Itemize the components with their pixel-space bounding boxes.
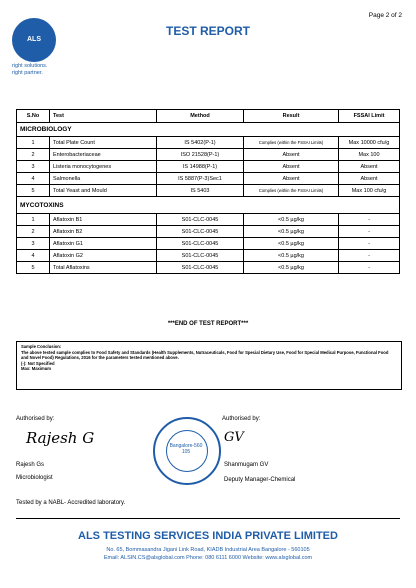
cell-test: Aflatoxin B1 (50, 214, 157, 226)
cell-limit: - (339, 214, 400, 226)
cell-test: Total Yeast and Mould (50, 185, 157, 197)
table-row (17, 161, 400, 173)
cell-result: <0.5 µg/kg (244, 238, 339, 250)
table-header-row (17, 110, 400, 123)
cell-test: Listeria monocytogenes (50, 161, 157, 173)
cell-limit: Absent (339, 161, 400, 173)
cell-method: IS 5403 (157, 185, 244, 197)
company-address-block (0, 546, 416, 562)
cell-result: Complies (within the FSSAI Limits) (244, 185, 339, 197)
results-table (16, 109, 400, 274)
tagline-line-1: right solutions. (12, 63, 48, 69)
cell-sno: 5 (17, 262, 50, 274)
cell-result: <0.5 µg/kg (244, 214, 339, 226)
cell-limit: Max 10000 cfu/g (339, 137, 400, 149)
signatory-name-left: Rajesh Gs (16, 462, 45, 468)
cell-sno: 4 (17, 250, 50, 262)
table-row (17, 137, 400, 149)
section-title: MYCOTOXINS (17, 197, 400, 214)
cell-limit: - (339, 250, 400, 262)
section-title: MICROBIOLOGY (17, 123, 400, 137)
cell-limit: - (339, 238, 400, 250)
company-contact: Email: ALSIN.CS@alsglobal.com Phone: 080 6111 6000 Website: www.alsglobal.com (103, 555, 313, 561)
cell-result: <0.5 µg/kg (244, 226, 339, 238)
conclusion-text: The above tested sample complies to Food Safety and Standards (Health Supplements, Nutraceuticals, Food for Special Dietary Use, Food for Special Medical Purpose, Functional Food and Novel Food) Regulations, 2016 for the parameters tested mentioned above. (21, 349, 389, 360)
footer-divider (16, 518, 400, 519)
cell-limit: - (339, 262, 400, 274)
seal-text: Bangalore-560 105 (169, 443, 203, 455)
header-sno: S.No (17, 110, 50, 123)
conclusion-note-2: Max: Maximum (21, 366, 52, 371)
cell-sno: 2 (17, 149, 50, 161)
cell-sno: 4 (17, 173, 50, 185)
cell-sno: 5 (17, 185, 50, 197)
cell-test: Aflatoxin G1 (50, 238, 157, 250)
signature-right: GV (224, 430, 244, 445)
section-row (17, 197, 400, 214)
table-row (17, 185, 400, 197)
cell-result: Absent (244, 149, 339, 161)
signatory-role-left: Microbiologist (16, 475, 53, 481)
table-row (17, 173, 400, 185)
cell-sno: 1 (17, 214, 50, 226)
cell-test: Enterobacteriaceae (50, 149, 157, 161)
cell-method: IS 5402(P-1) (157, 137, 244, 149)
cell-method: S01-CLC-0045 (157, 262, 244, 274)
table-row (17, 262, 400, 274)
cell-result: Complies (within the FSSAI Limits) (244, 137, 339, 149)
table-row (17, 226, 400, 238)
cell-sno: 3 (17, 238, 50, 250)
cell-result: <0.5 µg/kg (244, 262, 339, 274)
header-test: Test (50, 110, 157, 123)
end-of-report: ***END OF TEST REPORT*** (167, 321, 249, 327)
sample-conclusion-box (16, 341, 402, 390)
authorised-by-label-right: Authorised by: (222, 416, 261, 422)
cell-sno: 3 (17, 161, 50, 173)
section-row (17, 123, 400, 137)
cell-sno: 2 (17, 226, 50, 238)
cell-method: S01-CLC-0045 (157, 226, 244, 238)
company-address: No. 65, Bommasandra Jigani Link Road, KIADB Industrial Area Bangalore - 560105 (106, 547, 310, 553)
signature-left: Rajesh G (26, 429, 95, 447)
nabl-note: Tested by a NABL- Accredited laboratory. (16, 500, 126, 506)
header-fssai-limit: FSSAI Limit (339, 110, 400, 123)
cell-method: S01-CLC-0045 (157, 214, 244, 226)
cell-method: ISO 21528(P-1) (157, 149, 244, 161)
cell-result: <0.5 µg/kg (244, 250, 339, 262)
table-row (17, 149, 400, 161)
tagline-line-2: right partner. (12, 70, 43, 76)
signatory-role-right: Deputy Manager-Chemical (224, 477, 296, 483)
cell-test: Total Plate Count (50, 137, 157, 149)
header-method: Method (157, 110, 244, 123)
cell-method: IS 5887(P-3)Sec1 (157, 173, 244, 185)
company-name: ALS TESTING SERVICES INDIA PRIVATE LIMITED (78, 530, 338, 542)
table-row (17, 238, 400, 250)
cell-test: Salmonella (50, 173, 157, 185)
cell-test: Total Aflatoxins (50, 262, 157, 274)
cell-method: IS 14988(P-1) (157, 161, 244, 173)
table-row (17, 214, 400, 226)
logo-text: ALS (27, 36, 41, 43)
cell-test: Aflatoxin B2 (50, 226, 157, 238)
cell-result: Absent (244, 173, 339, 185)
header-result: Result (244, 110, 339, 123)
tagline (12, 63, 47, 77)
conclusion-note-1: (-): Not Specified (21, 360, 55, 366)
cell-method: S01-CLC-0045 (157, 250, 244, 262)
cell-method: S01-CLC-0045 (157, 238, 244, 250)
cell-test: Aflatoxin G2 (50, 250, 157, 262)
page-number: Page 2 of 2 (368, 12, 402, 19)
signatory-name-right: Shanmugam GV (224, 462, 269, 468)
cell-limit: - (339, 226, 400, 238)
cell-result: Absent (244, 161, 339, 173)
cell-limit: Max 100 cfu/g (339, 185, 400, 197)
conclusion-heading: Sample Conclusion: (21, 344, 62, 349)
cell-sno: 1 (17, 137, 50, 149)
table-row (17, 250, 400, 262)
cell-limit: Absent (339, 173, 400, 185)
authorised-by-label-left: Authorised by: (16, 416, 55, 422)
page-title: TEST REPORT (165, 24, 250, 38)
cell-limit: Max 100 (339, 149, 400, 161)
